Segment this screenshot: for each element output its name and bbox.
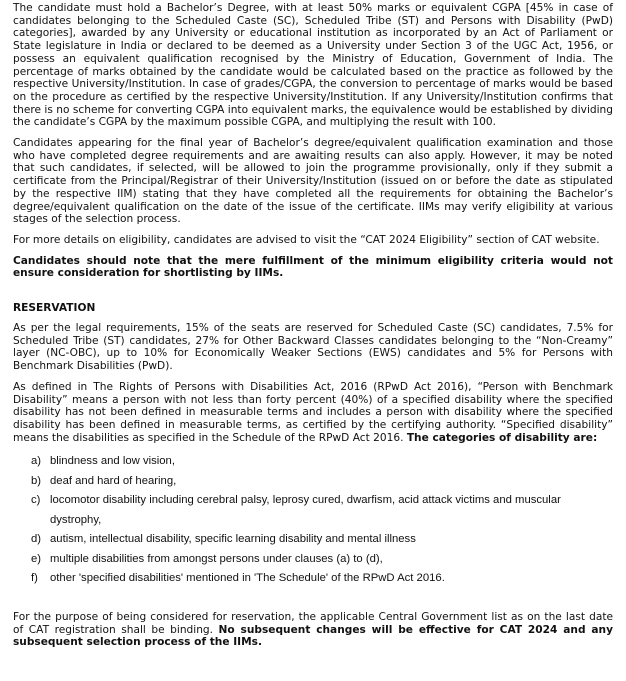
list-marker: a) xyxy=(31,455,42,468)
reservation-heading: RESERVATION xyxy=(13,302,96,315)
binding-list-text: For the purpose of being considered for reservation, the applicable Central Government list as on the last date of CAT registration shall be binding. xyxy=(13,610,613,636)
reservation-percentages-paragraph: As per the legal requirements, 15% of the seats are reserved for Scheduled Caste (SC) candidates, 7.5% for Scheduled Tribe (ST) candidates, 27% for Other Backward Classes candidates belonging to the “Non-Creamy” layer (NC-OBC), up to 10% for Economically Weaker Sections (EWS) candidates and 5% for Persons with Benchmark Disabilities (PwD). xyxy=(13,322,613,373)
list-marker: c) xyxy=(31,494,41,507)
list-item xyxy=(31,569,613,589)
list-marker: d) xyxy=(31,533,42,546)
eligibility-degree-paragraph: The candidate must hold a Bachelor’s Degree, with at least 50% marks or equivalent CGPA [45% in case of candidates belonging to the Scheduled Caste (SC), Scheduled Tribe (ST) and Persons with Disability (PwD) categories], awarded by any University or educational institution as incorporated by an Act of Parliament or State legislature in India or declared to be deemed as a University under Section 3 of the UGC Act, 1956, or possess an equivalent qualification recognised by the Ministry of Education, Government of India. The percentage of marks obtained by the candidate would be calculated based on the practice as followed by the respective University/Institution. In case of grades/CGPA, the conversion to percentage of marks would be based on the procedure as certified by the respective University/Institution. If any University/Institution confirms that there is no scheme for converting CGPA into equivalent marks, the equivalence would be established by dividing the candidate’s CGPA by the maximum possible CGPA, and multiplying the result with 100. xyxy=(13,2,613,129)
list-item-text: multiple disabilities from amongst persons under clauses (a) to (d), xyxy=(50,552,383,565)
list-item xyxy=(31,550,613,570)
benchmark-disability-definition: As defined in The Rights of Persons with Disabilities Act, 2016 (RPwD Act 2016), “Person with Benchmark Disability” means a person with not less than forty percent (40%) of a specified disability where the specified disability has not been defined in measurable terms and includes a person with disability where the specified disability has been defined in measurable terms, as certified by the certifying authority. “Specified disability” means the disabilities as specified in the Schedule of the RPwD Act 2016. xyxy=(13,380,613,444)
list-item xyxy=(31,530,613,550)
list-marker: e) xyxy=(31,552,42,565)
list-item-text: deaf and hard of hearing, xyxy=(50,474,177,487)
shortlisting-note-paragraph: Candidates should note that the mere fulfillment of the minimum eligibility criteria would not ensure consideration for shortlisting by IIMs. xyxy=(13,254,613,280)
list-item-text: blindness and low vision, xyxy=(50,455,175,468)
no-subsequent-changes-text: No subsequent changes will be effective for CAT 2024 and any subsequent selection process of the IIMs. xyxy=(13,623,613,649)
central-government-list-paragraph xyxy=(13,611,613,649)
list-item xyxy=(31,491,613,530)
eligibility-details-paragraph: For more details on eligibility, candidates are advised to visit the “CAT 2024 Eligibility” section of CAT website. xyxy=(13,233,600,246)
list-item-text: locomotor disability including cerebral palsy, leprosy cured, dwarfism, acid attack victims and muscular dystrophy, xyxy=(50,494,561,526)
list-marker: f) xyxy=(31,572,38,585)
disability-categories-list xyxy=(13,452,613,589)
final-year-candidates-paragraph: Candidates appearing for the final year of Bachelor’s degree/equivalent qualification examination and those who have completed degree requirements and are awaiting results can also apply. However, it may be noted that such candidates, if selected, will be allowed to join the programme provisionally, only if they submit a certificate from the Principal/Registrar of their University/Institution (issued on or before the date as stipulated by the respective IIM) stating that they have completed all the requirements for obtaining the Bachelor’s degree/equivalent qualification on the date of the issue of the certificate. IIMs may verify eligibility at various stages of the selection process. xyxy=(13,137,613,226)
list-item-text: other 'specified disabilities' mentioned in 'The Schedule' of the RPwD Act 2016. xyxy=(50,572,445,585)
list-item-text: autism, intellectual disability, specific learning disability and mental illness xyxy=(50,533,416,546)
list-item xyxy=(31,472,613,492)
list-item xyxy=(31,452,613,472)
disability-categories-intro: The categories of disability are: xyxy=(406,431,598,444)
benchmark-disability-paragraph xyxy=(13,381,613,445)
list-marker: b) xyxy=(31,474,42,487)
